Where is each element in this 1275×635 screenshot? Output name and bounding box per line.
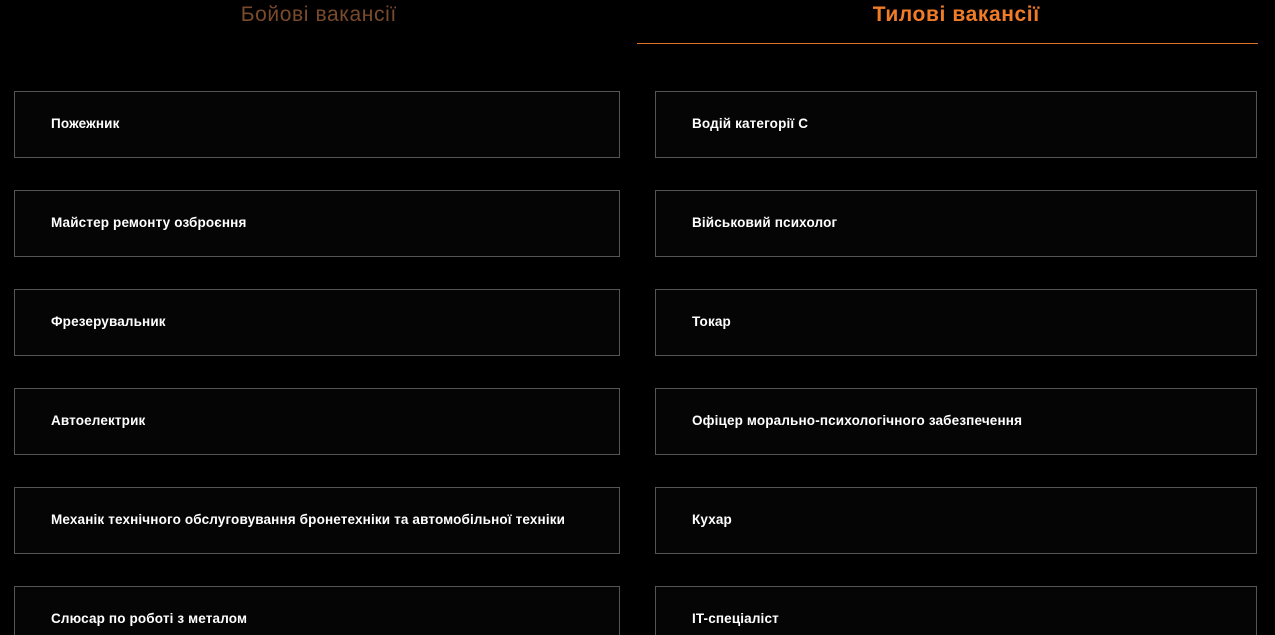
vacancy-columns [0,91,1275,635]
list-item[interactable] [14,190,620,257]
tab-combat-vacancies-label: Бойові вакансії [240,3,397,26]
combat-vacancies-column [0,91,637,635]
vacancy-tabs [0,0,1275,44]
vacancy-title: Кухар [692,511,732,527]
list-item[interactable] [14,487,620,554]
list-item[interactable] [655,487,1257,554]
vacancy-title: Механік технічного обслуговування бронетехніки та автомобільної техніки [51,511,566,527]
list-item[interactable] [14,91,620,158]
list-item[interactable] [655,91,1257,158]
vacancy-title: Автоелектрик [51,412,146,428]
vacancy-title: Пожежник [51,116,120,131]
vacancy-title: Водій категорії С [692,116,809,131]
vacancy-title: IT-спеціаліст [692,610,779,626]
list-item[interactable] [655,388,1257,455]
list-item[interactable] [655,586,1257,635]
vacancy-title: Військовий психолог [692,214,838,230]
list-item[interactable] [14,586,620,635]
vacancy-title: Фрезерувальник [51,313,166,329]
list-item[interactable] [655,289,1257,356]
list-item[interactable] [655,190,1257,257]
list-item[interactable] [14,289,620,356]
tab-combat-vacancies[interactable] [0,0,638,44]
vacancy-title: Майстер ремонту озброєння [51,214,247,230]
vacancy-title: Слюсар по роботі з металом [51,610,248,626]
vacancy-title: Офіцер морально-психологічного забезпечення [692,412,1023,428]
vacancy-title: Токар [692,313,731,329]
rear-vacancies-column [637,91,1274,635]
tab-rear-vacancies[interactable] [638,0,1275,44]
list-item[interactable] [14,388,620,455]
tab-rear-vacancies-label: Тилові вакансії [872,3,1040,26]
active-tab-underline [637,43,1258,44]
